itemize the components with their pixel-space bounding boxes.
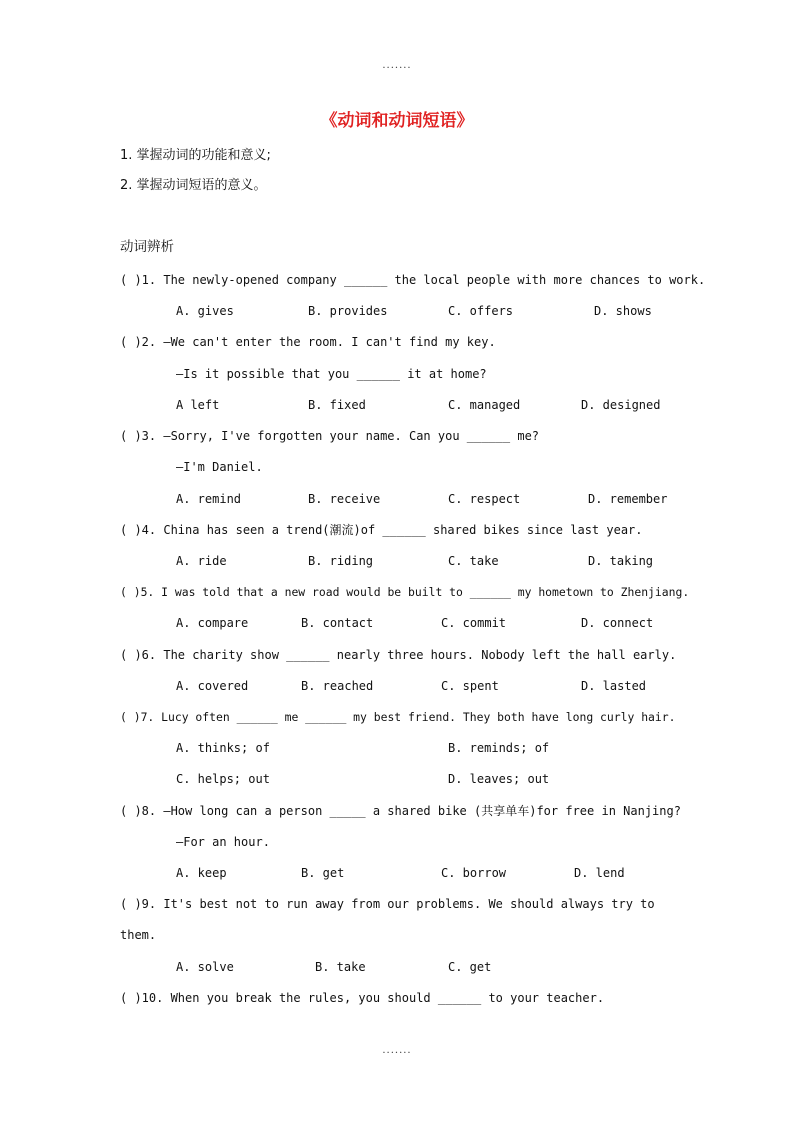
q7-option-a: A. thinks; of bbox=[176, 741, 270, 755]
question-9-stem: ( )9. It's best not to run away from our problems. We should always try to bbox=[120, 897, 655, 911]
q3-option-b: B. receive bbox=[308, 492, 381, 506]
q7-option-d: D. leaves; out bbox=[448, 772, 550, 786]
q6-option-a: A. covered bbox=[176, 679, 249, 693]
q5-option-a: A. compare bbox=[176, 616, 249, 630]
q4-option-c: C. take bbox=[448, 554, 499, 568]
q7-option-c: C. helps; out bbox=[176, 772, 270, 786]
q9-option-a: A. solve bbox=[176, 960, 234, 974]
q7-option-b: B. reminds; of bbox=[448, 741, 550, 755]
question-6-stem: ( )6. The charity show ______ nearly three hours. Nobody left the hall early. bbox=[120, 648, 677, 662]
q1-option-d: D. shows bbox=[594, 304, 652, 318]
question-10-stem: ( )10. When you break the rules, you should ______ to your teacher. bbox=[120, 991, 605, 1005]
q3-option-d: D. remember bbox=[588, 492, 668, 506]
question-4-stem: ( )4. China has seen a trend(潮流)of ______ shared bikes since last year. bbox=[120, 523, 643, 537]
q5-option-c: C. commit bbox=[441, 616, 507, 630]
q8-option-d: D. lend bbox=[574, 866, 625, 880]
q3-option-a: A. remind bbox=[176, 492, 242, 506]
question-1-stem: ( )1. The newly-opened company ______ the local people with more chances to work. bbox=[120, 273, 706, 287]
q4-option-a: A. ride bbox=[176, 554, 227, 568]
question-8-reply: —For an hour. bbox=[176, 835, 270, 849]
goal-1: 1. 掌握动词的功能和意义; bbox=[120, 148, 271, 163]
q1-option-b: B. provides bbox=[308, 304, 388, 318]
q4-option-d: D. taking bbox=[588, 554, 654, 568]
q8-option-c: C. borrow bbox=[441, 866, 507, 880]
q9-option-c: C. get bbox=[448, 960, 492, 974]
q5-option-d: D. connect bbox=[581, 616, 654, 630]
section-title: 动词辨析 bbox=[120, 239, 174, 255]
question-8-stem: ( )8. —How long can a person _____ a shared bike (共享单车)for free in Nanjing? bbox=[120, 804, 681, 818]
q2-option-d: D. designed bbox=[581, 398, 661, 412]
q9-option-b: B. take bbox=[315, 960, 366, 974]
q1-option-c: C. offers bbox=[448, 304, 514, 318]
q8-option-b: B. get bbox=[301, 866, 345, 880]
question-5-stem: ( )5. I was told that a new road would be built to ______ my hometown to Zhenjiang. bbox=[120, 585, 690, 599]
q5-option-b: B. contact bbox=[301, 616, 374, 630]
q6-option-d: D. lasted bbox=[581, 679, 647, 693]
document-title: 《动词和动词短语》 bbox=[320, 111, 474, 131]
q2-option-c: C. managed bbox=[448, 398, 521, 412]
goal-2: 2. 掌握动词短语的意义。 bbox=[120, 178, 267, 193]
question-2-stem: ( )2. —We can't enter the room. I can't find my key. bbox=[120, 335, 496, 349]
question-2-reply: —Is it possible that you ______ it at home? bbox=[176, 367, 487, 381]
page-footer-dots: ....... bbox=[382, 1045, 412, 1056]
q6-option-b: B. reached bbox=[301, 679, 374, 693]
q2-option-a: A left bbox=[176, 398, 220, 412]
question-3-reply: —I'm Daniel. bbox=[176, 460, 263, 474]
q2-option-b: B. fixed bbox=[308, 398, 366, 412]
question-3-stem: ( )3. —Sorry, I've forgotten your name. Can you ______ me? bbox=[120, 429, 540, 443]
q8-option-a: A. keep bbox=[176, 866, 227, 880]
page-header-dots: ....... bbox=[382, 60, 412, 71]
q1-option-a: A. gives bbox=[176, 304, 234, 318]
q6-option-c: C. spent bbox=[441, 679, 499, 693]
question-9-continuation: them. bbox=[120, 928, 157, 942]
q3-option-c: C. respect bbox=[448, 492, 521, 506]
q4-option-b: B. riding bbox=[308, 554, 374, 568]
question-7-stem: ( )7. Lucy often ______ me ______ my best friend. They both have long curly hair. bbox=[120, 710, 676, 724]
